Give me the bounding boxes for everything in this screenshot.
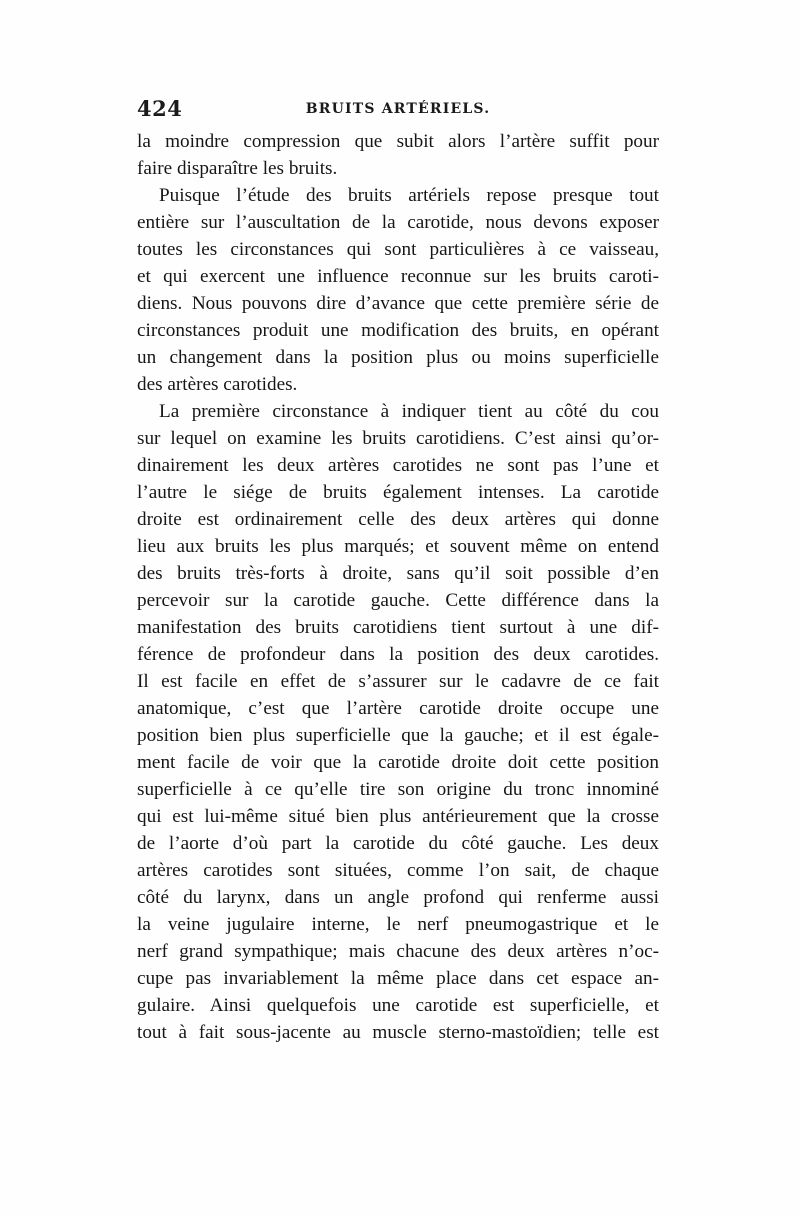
text-line: dinairement les deux artères carotides ne sont pas l’une et — [137, 455, 659, 476]
text-line: superficielle à ce qu’elle tire son origine du tronc innominé — [137, 779, 659, 800]
text-line: de l’aorte d’où part la carotide du côté gauche. Les deux — [137, 833, 659, 854]
text-line: et qui exercent une influence reconnue sur les bruits caroti- — [137, 266, 659, 287]
text-line: circonstances produit une modification des bruits, en opérant — [137, 320, 659, 341]
text-line: entière sur l’auscultation de la carotide, nous devons exposer — [137, 212, 659, 233]
text-line: droite est ordinairement celle des deux artères qui donne — [137, 509, 659, 530]
text-line: ment facile de voir que la carotide droite doit cette position — [137, 752, 659, 773]
text-line: lieu aux bruits les plus marqués; et souvent même on entend — [137, 536, 659, 557]
text-line: côté du larynx, dans un angle profond qui renferme aussi — [137, 887, 659, 908]
text-line: percevoir sur la carotide gauche. Cette différence dans la — [137, 590, 659, 611]
text-line: tout à fait sous-jacente au muscle sterno-mastoïdien; telle est — [137, 1022, 659, 1043]
text-line: position bien plus superficielle que la gauche; et il est égale- — [137, 725, 659, 746]
text-line: artères carotides sont situées, comme l’on sait, de chaque — [137, 860, 659, 881]
text-line: la moindre compression que subit alors l’artère suffit pour — [137, 131, 659, 152]
text-line: gulaire. Ainsi quelquefois une carotide est superficielle, et — [137, 995, 659, 1016]
text-line: toutes les circonstances qui sont particulières à ce vaisseau, — [137, 239, 659, 260]
text-line: nerf grand sympathique; mais chacune des deux artères n’oc- — [137, 941, 659, 962]
text-line: cupe pas invariablement la même place dans cet espace an- — [137, 968, 659, 989]
text-line: des bruits très-forts à droite, sans qu’il soit possible d’en — [137, 563, 659, 584]
body-text — [137, 128, 659, 1046]
text-line: Puisque l’étude des bruits artériels repose presque tout — [159, 185, 659, 206]
text-line: Il est facile en effet de s’assurer sur le cadavre de ce fait — [137, 671, 659, 692]
page-header — [137, 96, 659, 126]
text-line: qui est lui-même situé bien plus antérieurement que la crosse — [137, 806, 659, 827]
text-line: diens. Nous pouvons dire d’avance que cette première série de — [137, 293, 659, 314]
text-line: sur lequel on examine les bruits carotidiens. C’est ainsi qu’or- — [137, 428, 659, 449]
text-line: anatomique, c’est que l’artère carotide droite occupe une — [137, 698, 659, 719]
text-line: férence de profondeur dans la position des deux carotides. — [137, 644, 659, 665]
text-line: l’autre le siége de bruits également intenses. La carotide — [137, 482, 659, 503]
page-number: 424 — [137, 96, 183, 121]
text-line: La première circonstance à indiquer tient au côté du cou — [159, 401, 659, 422]
text-line: la veine jugulaire interne, le nerf pneumogastrique et le — [137, 914, 659, 935]
text-line: faire disparaître les bruits. — [137, 158, 338, 179]
running-title: BRUITS ARTÉRIELS. — [305, 101, 491, 117]
text-line: un changement dans la position plus ou moins superficielle — [137, 347, 659, 368]
text-line: manifestation des bruits carotidiens tient surtout à une dif- — [137, 617, 659, 638]
text-line: des artères carotides. — [137, 374, 298, 395]
